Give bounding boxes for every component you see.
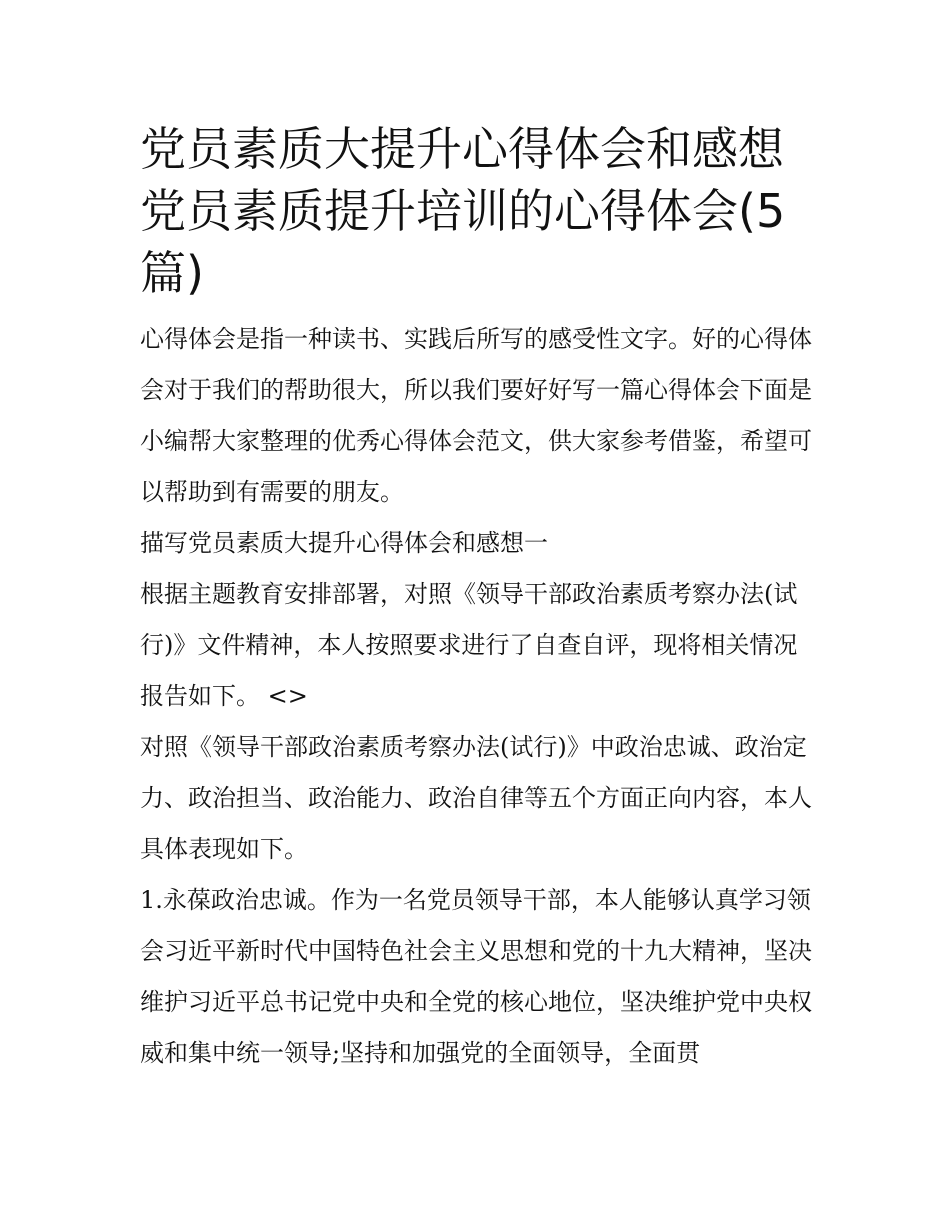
document-title: 党员素质大提升心得体会和感想 党员素质提升培训的心得体会(5篇) [140,122,786,300]
paragraph-five-aspects: 对照《领导干部政治素质考察办法(试行)》中政治忠诚、政治定力、政治担当、政治能力、政治自律等五个方面正向内容，本人具体表现如下。 [140,733,812,863]
document-body [140,314,815,1079]
paragraph-political-loyalty: 1.永葆政治忠诚。作为一名党员领导干部，本人能够认真学习领会习近平新时代中国特色社会主义思想和党的十九大精神，坚决维护习近平总书记党中央和全党的核心地位，坚决维护党中央权威和集中统一领导;坚持和加强党的全面领导，全面贯 [140,886,812,1067]
document-page [140,118,815,1079]
paragraph-self-review: 根据主题教育安排部署，对照《领导干部政治素质考察办法(试行)》文件精神，本人按照要求进行了自查自评，现将相关情况报告如下。 <> [140,580,798,710]
paragraph-intro: 心得体会是指一种读书、实践后所写的感受性文字。好的心得体会对于我们的帮助很大，所以我们要好好写一篇心得体会下面是小编帮大家整理的优秀心得体会范文，供大家参考借鉴，希望可以帮助到有需要的朋友。 [140,325,812,506]
paragraph-section-heading: 描写党员素质大提升心得体会和感想一 [140,529,548,557]
